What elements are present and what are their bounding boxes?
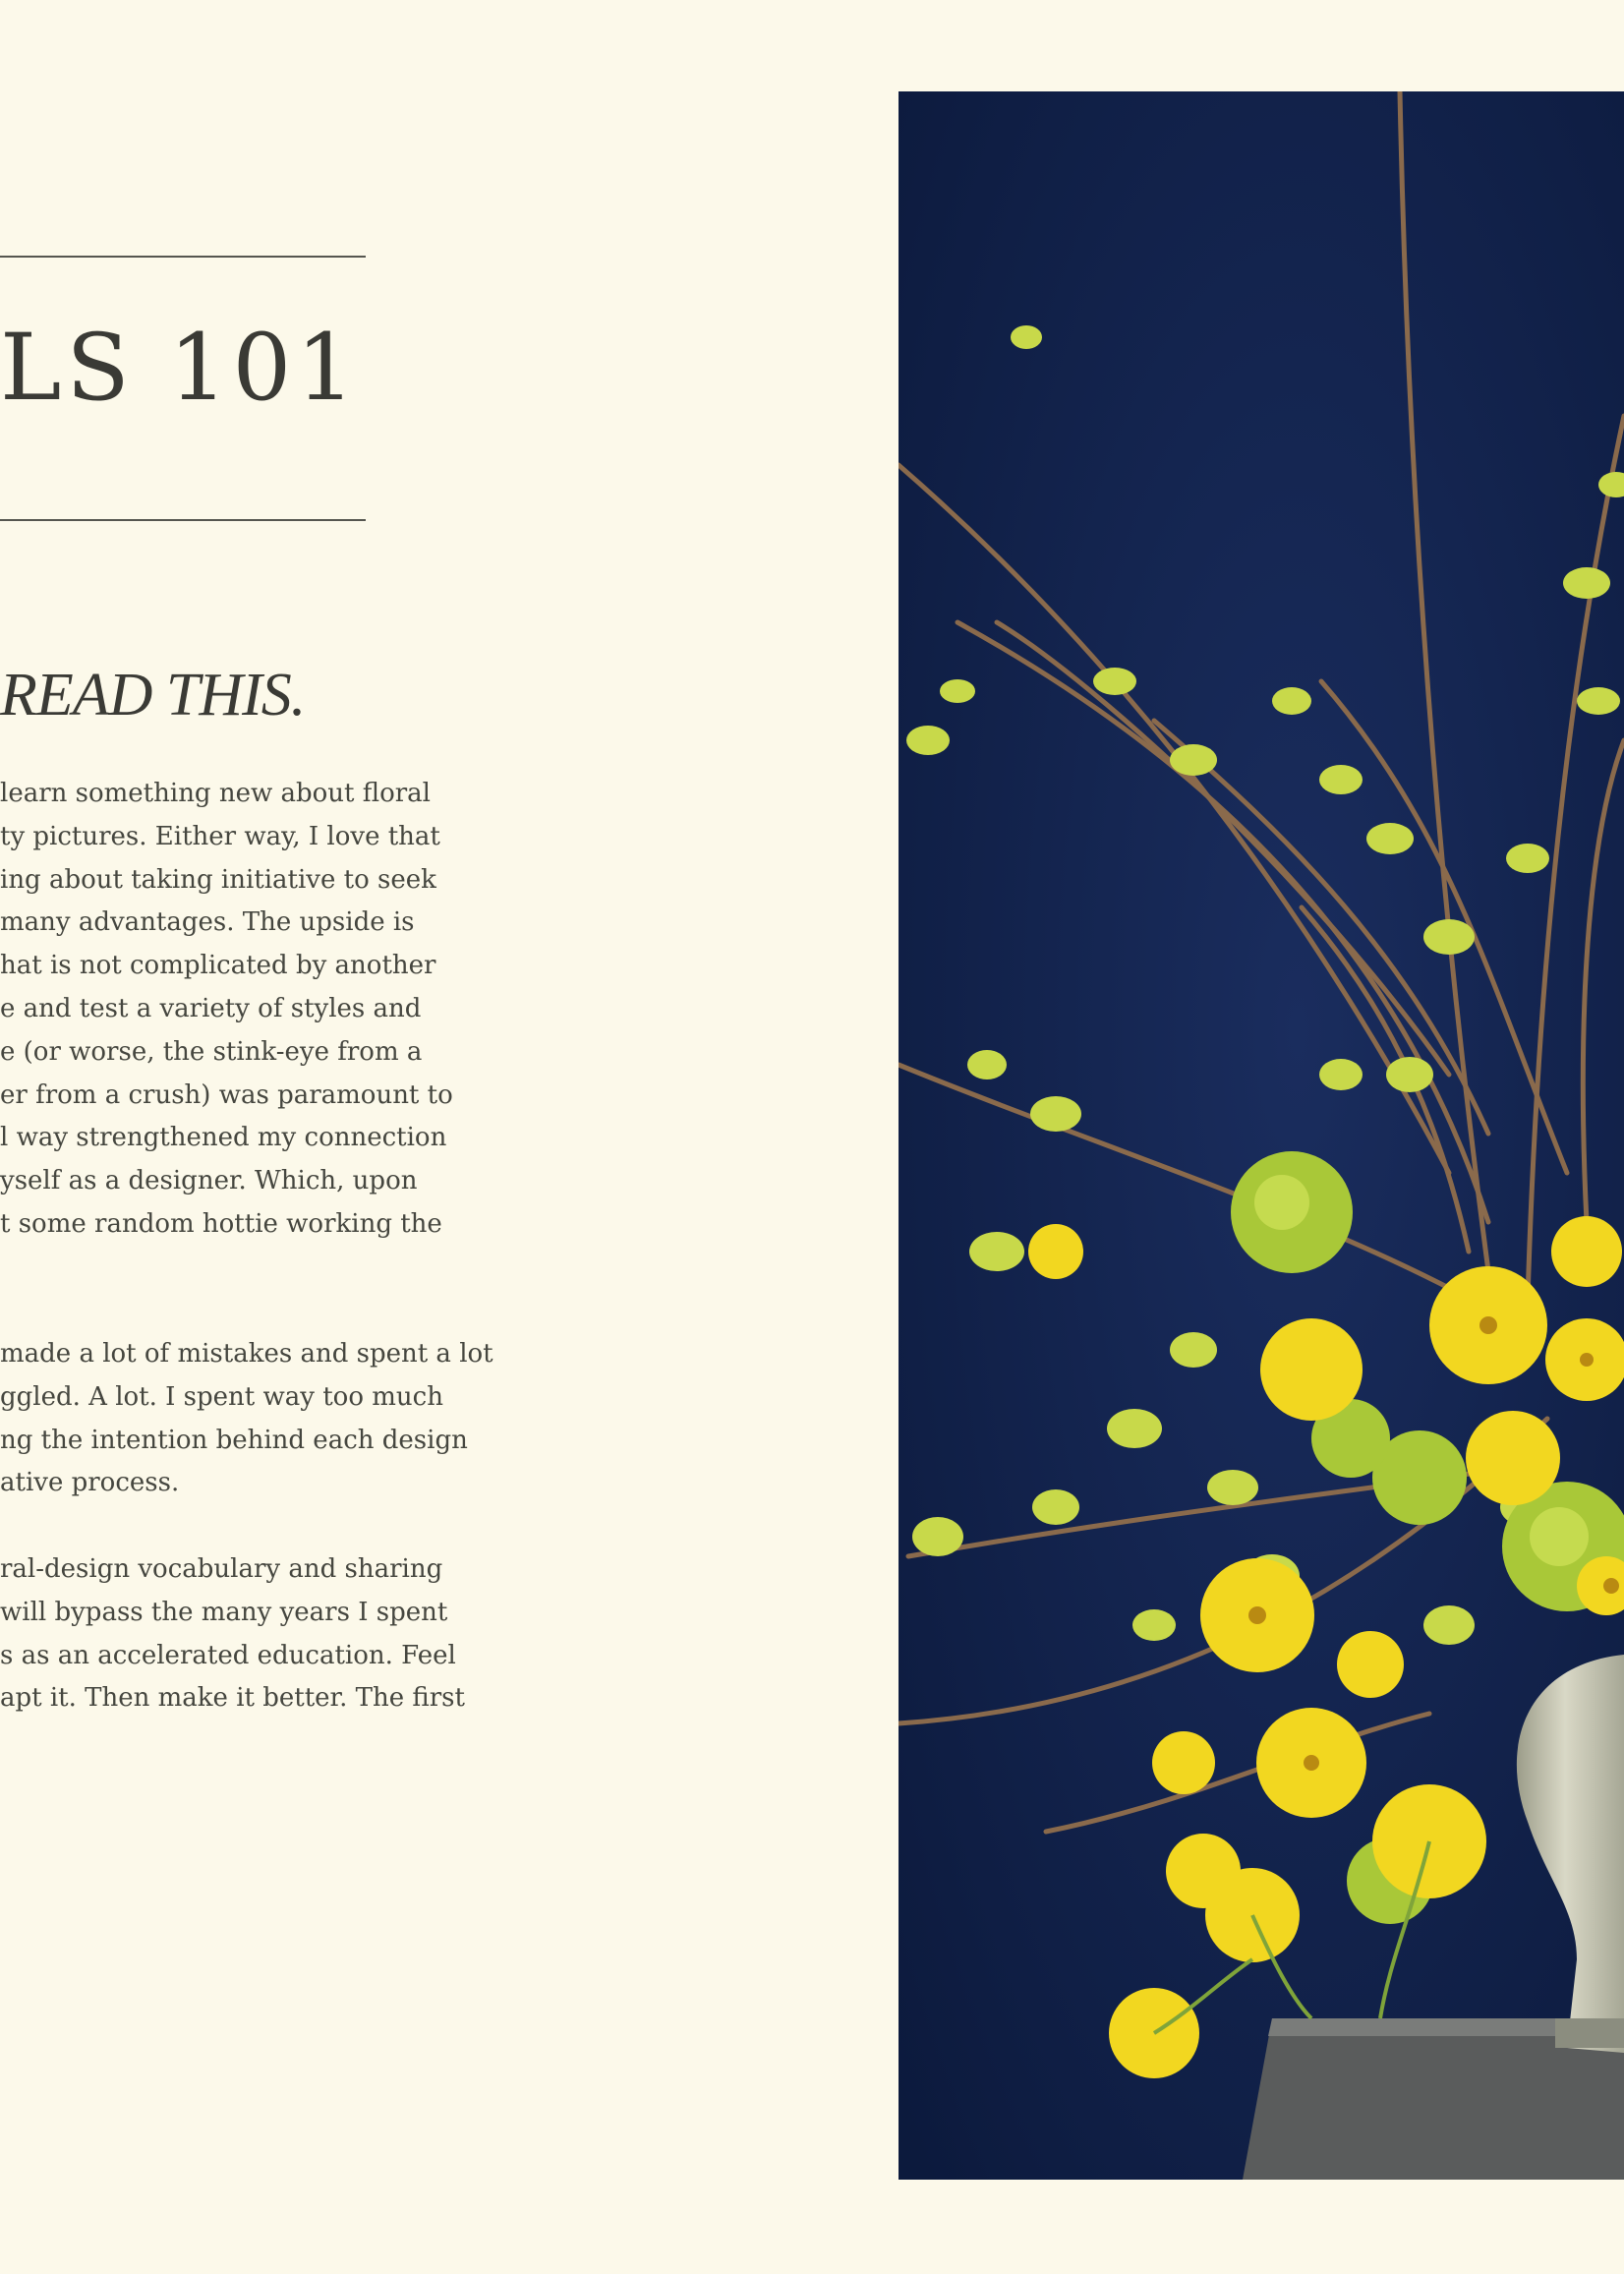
photo-backdrop <box>899 91 1624 2180</box>
text-line: ative process. <box>0 1468 180 1498</box>
paragraph-1 <box>0 773 511 1247</box>
section-heading: READ THIS. <box>0 662 306 729</box>
paragraph-3 <box>0 1548 511 1720</box>
text-line: ty pictures. Either way, I love that <box>0 821 440 851</box>
text-line: ral-design vocabulary and sharing <box>0 1554 443 1584</box>
paragraph-2 <box>0 1333 511 1505</box>
chapter-title: LS 101 <box>0 315 361 422</box>
text-line: yself as a designer. Which, upon <box>0 1166 418 1196</box>
text-line: er from a crush) was paramount to <box>0 1079 453 1110</box>
text-line: ing about taking initiative to seek <box>0 864 436 895</box>
text-line: e and test a variety of styles and <box>0 993 422 1023</box>
text-line: l way strengthened my connection <box>0 1123 447 1153</box>
top-rule <box>0 256 366 258</box>
text-line: s as an accelerated education. Feel <box>0 1640 456 1670</box>
flower-arrangement-photo <box>899 91 1624 2180</box>
text-line: many advantages. The upside is <box>0 907 415 938</box>
text-line: will bypass the many years I spent <box>0 1597 448 1627</box>
text-line: t some random hottie working the <box>0 1208 442 1239</box>
text-line: learn something new about floral <box>0 779 431 808</box>
photo-illustration <box>899 91 1624 2180</box>
bottom-rule <box>0 519 366 521</box>
text-line: ng the intention behind each design <box>0 1425 468 1455</box>
text-line: e (or worse, the stink-eye from a <box>0 1036 423 1067</box>
text-line: made a lot of mistakes and spent a lot <box>0 1339 493 1369</box>
text-line: apt it. Then make it better. The first <box>0 1683 465 1714</box>
text-line: ggled. A lot. I spent way too much <box>0 1381 443 1412</box>
text-line: hat is not complicated by another <box>0 951 436 981</box>
